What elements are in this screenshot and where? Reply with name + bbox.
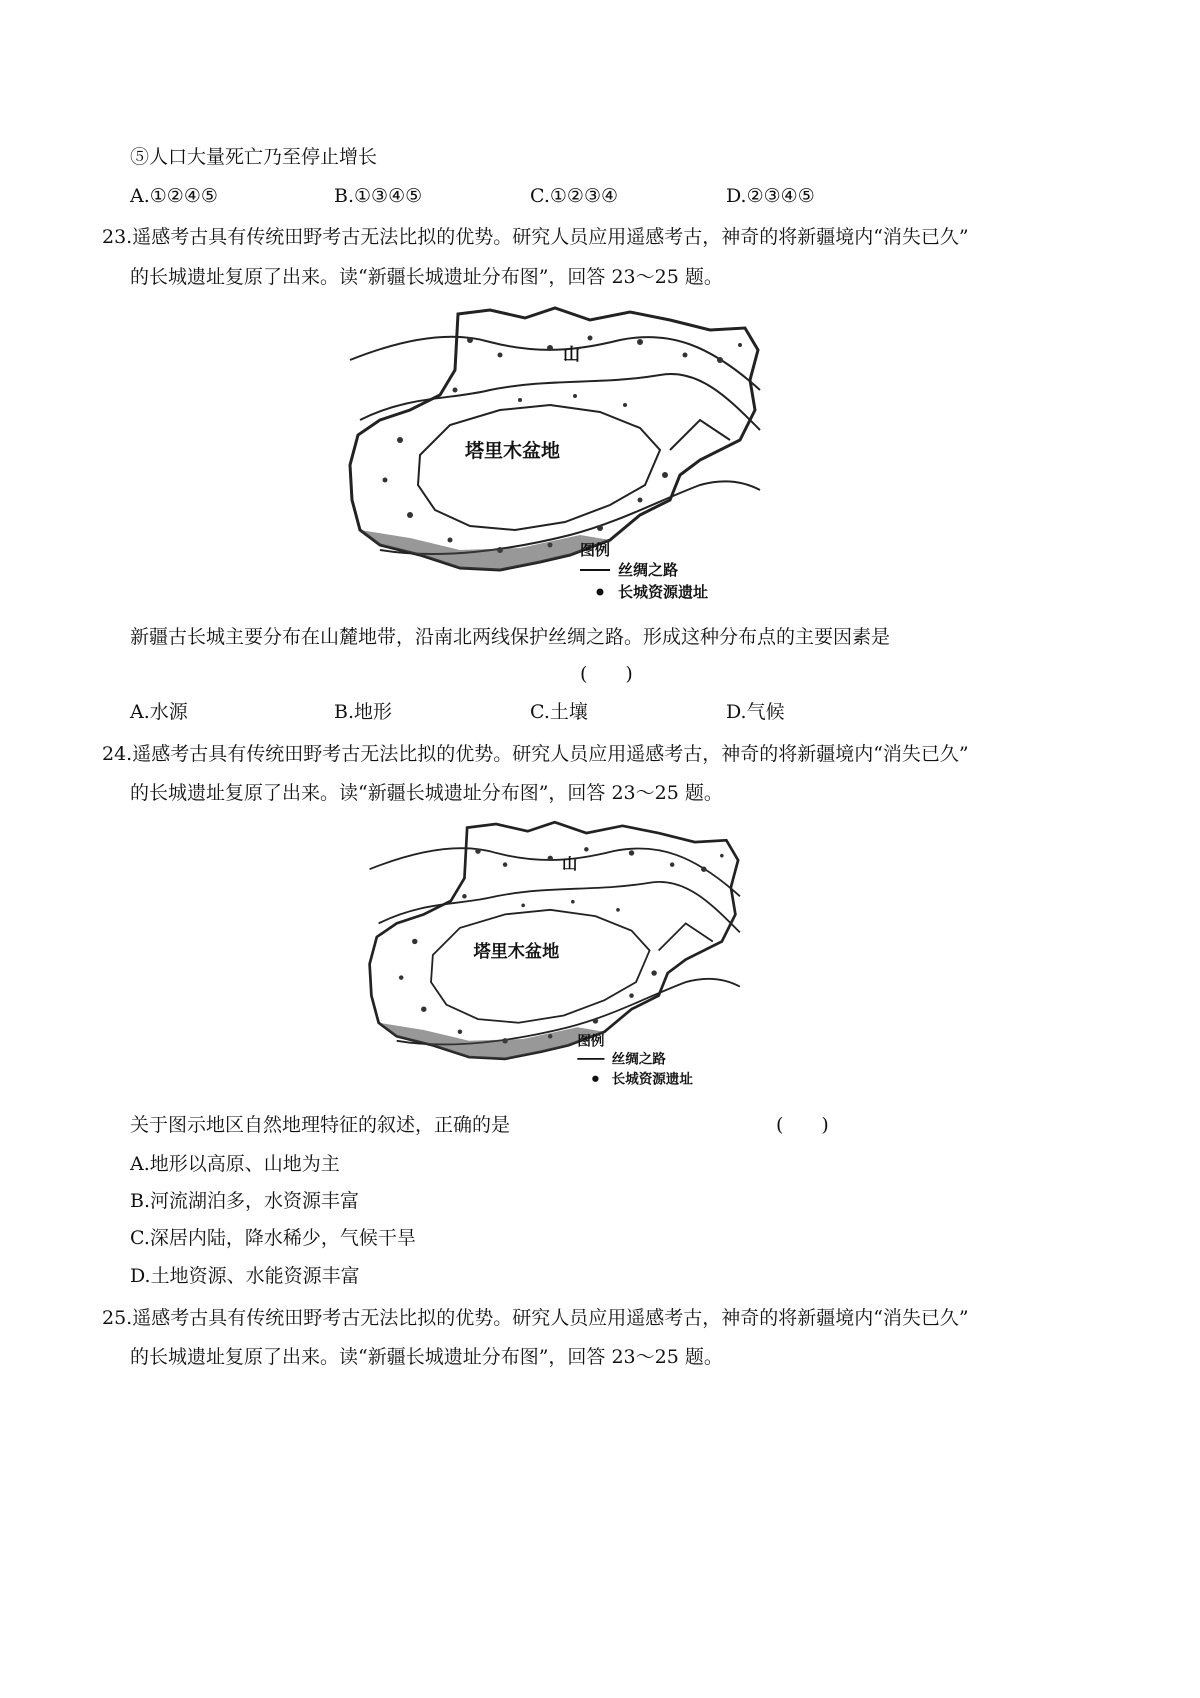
q25-stem-line2: 的长城遗址复原了出来。读“新疆长城遗址分布图”，回答 23～25 题。 (130, 1346, 723, 1368)
q24-option-d: D.土地资源、水能资源丰富 (130, 1265, 360, 1287)
q23-stem-line2: 的长城遗址复原了出来。读“新疆长城遗址分布图”，回答 23～25 题。 (130, 266, 723, 288)
q23-question: 新疆古长城主要分布在山麓地带，沿南北两线保护丝绸之路。形成这种分布点的主要因素是 (130, 626, 891, 648)
map-legend-site: 长城资源遗址 (611, 1071, 693, 1088)
q24-stem-line2: 的长城遗址复原了出来。读“新疆长城遗址分布图”，回答 23～25 题。 (130, 782, 723, 804)
map-basin-label: 塔里木盆地 (473, 941, 560, 962)
map-legend-road: 丝绸之路 (611, 1051, 666, 1068)
q23-map-figure (340, 300, 765, 610)
q23-stem-line1: 23.遥感考古具有传统田野考古无法比拟的优势。研究人员应用遥感考古，神奇的将新疆境内“消失已久” (102, 226, 969, 248)
prev-item-5: ⑤人口大量死亡乃至停止增长 (130, 146, 378, 168)
map-legend-site: 长城资源遗址 (618, 583, 709, 601)
map-mountain-label: 山 (561, 855, 578, 874)
q24-map-figure (360, 815, 745, 1095)
map-legend-title: 图例 (577, 1033, 605, 1050)
q24-question: 关于图示地区自然地理特征的叙述，正确的是 (130, 1114, 511, 1136)
q24-option-c: C.深居内陆，降水稀少，气候干旱 (130, 1227, 416, 1249)
map-legend-title: 图例 (580, 541, 611, 559)
q25-stem-line1: 25.遥感考古具有传统田野考古无法比拟的优势。研究人员应用遥感考古，神奇的将新疆境内“消失已久” (102, 1307, 969, 1329)
q24-answer-paren: ( ) (776, 1114, 829, 1136)
map-basin-label: 塔里木盆地 (465, 440, 561, 462)
q24-option-a: A.地形以高原、山地为主 (130, 1153, 340, 1175)
map-mountain-label: 山 (563, 345, 580, 365)
q24-option-b: B.河流湖泊多，水资源丰富 (130, 1190, 360, 1212)
q23-option-b: B.地形 (334, 701, 393, 723)
prev-option-c: C.①②③④ (530, 185, 619, 207)
map-legend-road: 丝绸之路 (618, 561, 679, 579)
q23-option-a: A.水源 (130, 701, 188, 723)
q23-option-d: D.气候 (726, 701, 785, 723)
prev-option-d: D.②③④⑤ (726, 185, 815, 207)
q24-stem-line1: 24.遥感考古具有传统田野考古无法比拟的优势。研究人员应用遥感考古，神奇的将新疆境内“消失已久” (102, 743, 969, 765)
q23-option-c: C.土壤 (530, 701, 588, 723)
prev-option-b: B.①③④⑤ (334, 185, 423, 207)
q23-answer-paren: ( ) (580, 663, 633, 685)
prev-option-a: A.①②④⑤ (130, 185, 218, 207)
